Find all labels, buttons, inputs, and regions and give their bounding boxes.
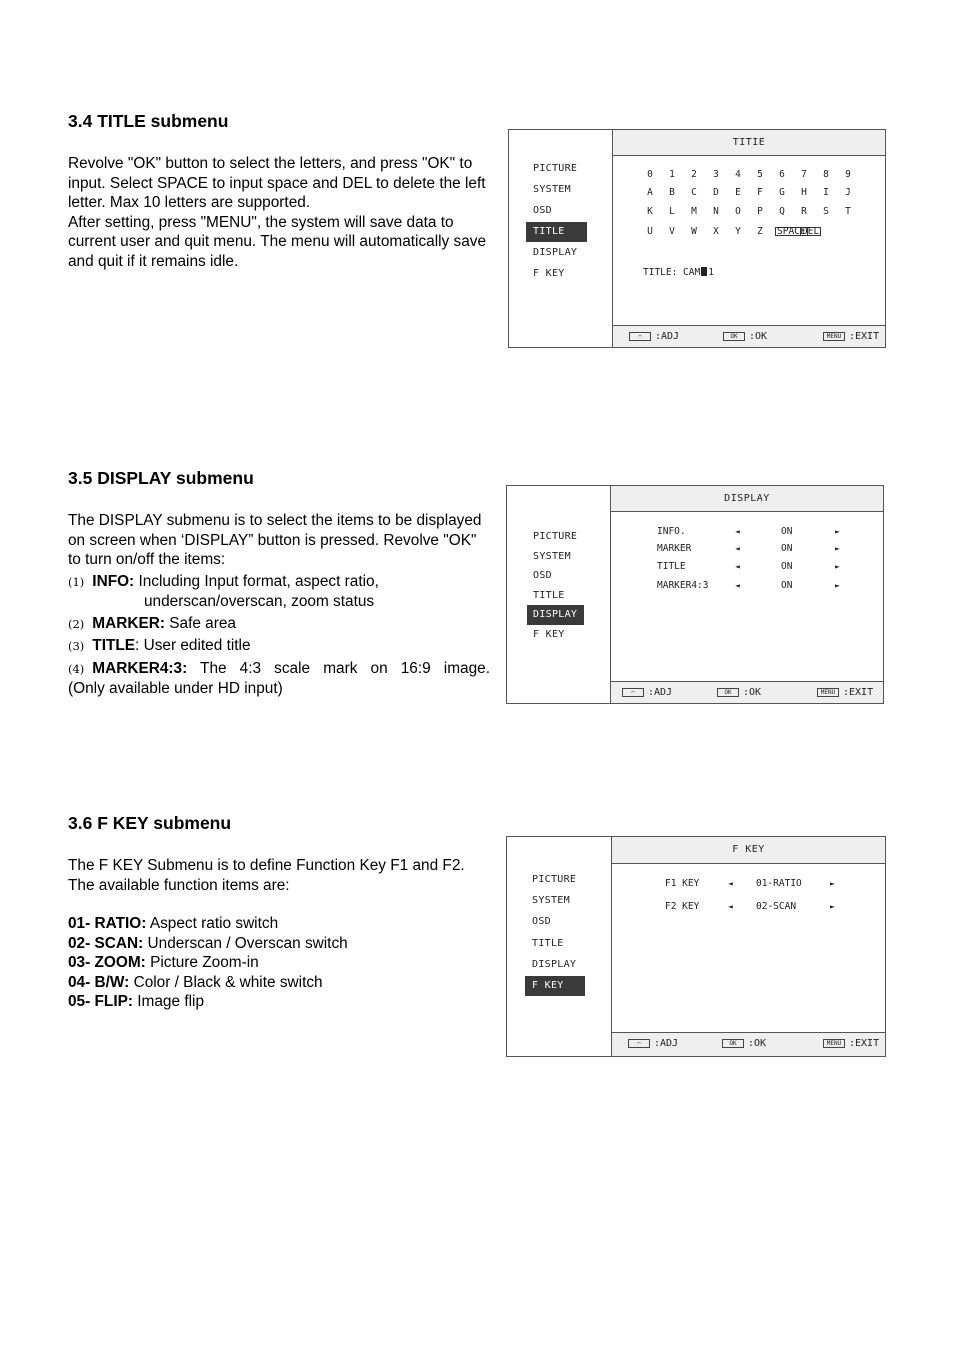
footer-exit-label: :EXIT (843, 687, 874, 698)
sidebar-item-title[interactable]: TITLE (533, 589, 565, 601)
sidebar-item-f-key[interactable]: F KEY (525, 976, 585, 996)
arrow-left-icon[interactable]: ◄ (735, 562, 740, 571)
section-heading-title: 3.4 TITLE submenu (68, 111, 229, 131)
display-row-title-label: TITLE (657, 561, 686, 572)
sidebar-item-osd[interactable]: OSD (533, 205, 552, 216)
letter-key-r[interactable]: R (801, 206, 807, 217)
letter-key-b[interactable]: B (669, 187, 675, 198)
footer-exit (823, 1033, 879, 1054)
footer-ok-label: :OK (749, 331, 768, 342)
item-number: (1) (68, 574, 85, 589)
letter-key-1[interactable]: 1 (669, 169, 675, 180)
fkey-row-f2-key-label: F2 KEY (665, 901, 700, 912)
display-row-info-label: INFO. (657, 526, 686, 537)
footer-adjust (629, 326, 679, 347)
letter-key-q[interactable]: Q (779, 206, 785, 217)
display-row-marker-value[interactable]: ON (781, 543, 793, 554)
sidebar-item-osd[interactable]: OSD (533, 570, 552, 581)
sidebar-item-picture[interactable]: PICTURE (532, 874, 577, 885)
sidebar-item-system[interactable]: SYSTEM (532, 895, 570, 907)
display-row-marker-label: MARKER (657, 543, 692, 554)
menu-footer (611, 681, 883, 703)
item-text: Safe area (169, 614, 236, 632)
title-entry-value: CAM (677, 267, 701, 278)
menu-key-icon: MENU (823, 332, 845, 341)
sidebar-item-display[interactable]: DISPLAY (533, 247, 578, 258)
item-number: (3) (68, 639, 85, 653)
title-description (68, 154, 492, 271)
display-row-marker4-3-value[interactable]: ON (781, 580, 793, 591)
menu-header: TITIE (613, 130, 885, 156)
footer-adjust-label: :ADJ (654, 1038, 679, 1049)
fkey-function-bw (68, 973, 488, 993)
ok-key-icon: OK (722, 1039, 744, 1048)
ok-key-icon: OK (723, 332, 745, 341)
letter-key-4[interactable]: 4 (735, 169, 741, 180)
delete-key[interactable]: DEL (802, 226, 820, 237)
display-row-marker4-3-label: MARKER4:3 (657, 580, 709, 591)
menu-key-icon: MENU (823, 1039, 845, 1048)
letter-key-9[interactable]: 9 (845, 169, 851, 180)
fkey-function-scan (68, 934, 488, 954)
menu-footer (613, 325, 885, 347)
letter-key-e[interactable]: E (735, 187, 741, 198)
title-paragraph-1: Revolve "OK" button to select the letters, and press "OK" to input. Select SPACE to input space and DEL to delete the left letter. Max 10 letters are supported. (68, 155, 486, 211)
letter-key-u[interactable]: U (647, 226, 653, 237)
footer-ok (722, 1033, 766, 1054)
function-text: Aspect ratio switch (149, 915, 279, 932)
sidebar-item-title[interactable]: TITLE (532, 937, 564, 949)
menu-panel (612, 837, 885, 1056)
sidebar-item-picture[interactable]: PICTURE (533, 531, 578, 542)
item-label: MARKER: (92, 614, 165, 632)
letter-key-7[interactable]: 7 (801, 169, 807, 180)
letter-key-y[interactable]: Y (735, 226, 741, 237)
footer-exit-label: :EXIT (849, 331, 880, 342)
menu-panel (613, 130, 885, 347)
footer-ok-label: :OK (743, 687, 762, 698)
menu-footer (612, 1032, 885, 1056)
function-label: 01- RATIO: (68, 915, 147, 932)
fkey-function-flip (68, 992, 488, 1012)
fkey-description (68, 856, 488, 1012)
letter-key-5[interactable]: 5 (757, 169, 763, 180)
title-paragraph-2: After setting, press "MENU", the system will save data to current user and quit menu. The menu will automatically save and quit if it remains idle. (68, 213, 487, 270)
footer-adjust-label: :ADJ (648, 687, 673, 698)
letter-key-f[interactable]: F (757, 187, 763, 198)
function-text: Picture Zoom-in (150, 954, 259, 971)
letter-key-6[interactable]: 6 (779, 169, 785, 180)
display-item-marker (68, 614, 490, 635)
arrow-right-icon[interactable]: ► (830, 902, 835, 911)
footer-exit (823, 326, 879, 347)
arrow-right-icon[interactable]: ► (835, 581, 840, 590)
arrow-right-icon[interactable]: ► (830, 879, 835, 888)
letter-key-d[interactable]: D (713, 187, 719, 198)
menu-header: DISPLAY (611, 486, 883, 512)
display-intro: The DISPLAY submenu is to select the items to be displayed on screen when ‘DISPLAY” button is pressed. Revolve "OK" to turn on/off the items: (68, 512, 482, 568)
letter-key-s[interactable]: S (823, 206, 829, 217)
letter-key-2[interactable]: 2 (691, 169, 697, 180)
function-label: 05- FLIP: (68, 993, 133, 1010)
footer-ok (723, 326, 767, 347)
sidebar-item-picture[interactable]: PICTURE (533, 163, 578, 174)
function-label: 02- SCAN: (68, 934, 144, 952)
display-row-info-value[interactable]: ON (781, 526, 793, 537)
footer-adjust (628, 1033, 678, 1054)
letter-key-j[interactable]: J (845, 187, 851, 198)
display-item-info (68, 572, 490, 593)
sidebar-item-display[interactable]: DISPLAY (527, 605, 584, 625)
item-text: The 4:3 scale mark on 16:9 image. (200, 659, 490, 677)
letter-key-v[interactable]: V (669, 226, 675, 237)
title-entry-value-end: 1 (708, 267, 714, 278)
display-item-title (68, 636, 490, 657)
letter-key-t[interactable]: T (845, 206, 851, 217)
function-text: Color / Black & white switch (133, 973, 323, 991)
rotate-knob-icon: ⌒ (628, 1039, 650, 1048)
footer-adjust (622, 682, 672, 703)
space-key[interactable]: SPACE (777, 226, 806, 237)
fkey-function-zoom (68, 953, 488, 973)
text-cursor (701, 267, 707, 276)
fkey-menu-screen (506, 836, 886, 1057)
sidebar-item-title[interactable]: TITLE (526, 222, 587, 242)
rotate-knob-icon: ⌒ (622, 688, 644, 697)
arrow-left-icon[interactable]: ◄ (735, 544, 740, 553)
menu-sidebar (509, 130, 613, 347)
item-text: : User edited title (135, 637, 251, 654)
footer-exit (817, 682, 873, 703)
footer-ok-label: :OK (748, 1038, 767, 1049)
display-item-marker43 (68, 659, 490, 680)
fkey-row-f1-key-label: F1 KEY (665, 878, 700, 889)
letter-key-0[interactable]: 0 (647, 169, 653, 180)
display-menu-screen (506, 485, 884, 704)
function-label: 03- ZOOM: (68, 954, 146, 971)
fkey-row-f2-key-value[interactable]: 02-SCAN (756, 901, 797, 912)
letter-key-g[interactable]: G (779, 187, 785, 198)
letter-key-o[interactable]: O (735, 206, 741, 217)
function-text: Underscan / Overscan switch (147, 934, 348, 952)
letter-key-n[interactable]: N (713, 206, 719, 217)
footer-exit-label: :EXIT (849, 1038, 880, 1049)
arrow-left-icon[interactable]: ◄ (728, 879, 733, 888)
letter-key-a[interactable]: A (647, 187, 653, 198)
display-description (68, 511, 490, 699)
rotate-knob-icon: ⌒ (629, 332, 651, 341)
menu-sidebar (507, 837, 612, 1056)
menu-panel (611, 486, 883, 703)
title-entry-label: TITLE: (643, 267, 678, 278)
item-label: TITLE (92, 637, 136, 654)
display-row-title-value[interactable]: ON (781, 561, 793, 572)
sidebar-item-osd[interactable]: OSD (532, 916, 551, 928)
letter-key-w[interactable]: W (691, 226, 697, 237)
ok-key-icon: OK (717, 688, 739, 697)
letter-key-p[interactable]: P (757, 206, 763, 217)
section-heading-display: 3.5 DISPLAY submenu (68, 468, 254, 488)
footer-adjust-label: :ADJ (655, 331, 680, 342)
display-item-info-cont: underscan/overscan, zoom status (144, 593, 375, 610)
item-text: Including Input format, aspect ratio, (138, 572, 379, 590)
letter-key-m[interactable]: M (691, 206, 697, 217)
title-menu-screen (508, 129, 886, 348)
arrow-right-icon[interactable]: ► (835, 544, 840, 553)
arrow-left-icon[interactable]: ◄ (735, 527, 740, 536)
display-item-marker43-cont: (Only available under HD input) (68, 680, 283, 697)
letter-key-h[interactable]: H (801, 187, 807, 198)
arrow-right-icon[interactable]: ► (835, 527, 840, 536)
arrow-right-icon[interactable]: ► (835, 562, 840, 571)
sidebar-item-display[interactable]: DISPLAY (532, 958, 577, 970)
sidebar-item-system[interactable]: SYSTEM (533, 550, 571, 562)
letter-key-8[interactable]: 8 (823, 169, 829, 180)
function-text: Image flip (137, 993, 205, 1010)
fkey-function-ratio (68, 914, 488, 934)
footer-ok (717, 682, 761, 703)
letter-key-k[interactable]: K (647, 206, 653, 217)
letter-key-3[interactable]: 3 (713, 169, 719, 180)
menu-header: F KEY (612, 837, 885, 864)
letter-key-c[interactable]: C (691, 187, 697, 198)
arrow-left-icon[interactable]: ◄ (735, 581, 740, 590)
section-heading-fkey: 3.6 F KEY submenu (68, 813, 232, 833)
letter-key-z[interactable]: Z (757, 226, 763, 237)
sidebar-item-f-key[interactable]: F KEY (533, 628, 565, 640)
sidebar-item-f-key[interactable]: F KEY (533, 268, 565, 279)
item-label: INFO: (92, 572, 135, 590)
letter-key-i[interactable]: I (823, 187, 829, 198)
title-entry (643, 267, 714, 278)
menu-key-icon: MENU (817, 688, 839, 697)
letter-key-l[interactable]: L (669, 206, 675, 217)
letter-key-x[interactable]: X (713, 226, 719, 237)
menu-sidebar (507, 486, 611, 703)
fkey-intro: The F KEY Submenu is to define Function Key F1 and F2. The available function items are: (68, 857, 465, 894)
item-label: MARKER4:3: (92, 659, 188, 677)
function-label: 04- B/W: (68, 973, 130, 991)
sidebar-item-system[interactable]: SYSTEM (533, 184, 571, 195)
item-number: (2) (68, 616, 85, 631)
arrow-left-icon[interactable]: ◄ (728, 902, 733, 911)
fkey-row-f1-key-value[interactable]: 01-RATIO (756, 878, 802, 889)
item-number: (4) (68, 661, 85, 676)
